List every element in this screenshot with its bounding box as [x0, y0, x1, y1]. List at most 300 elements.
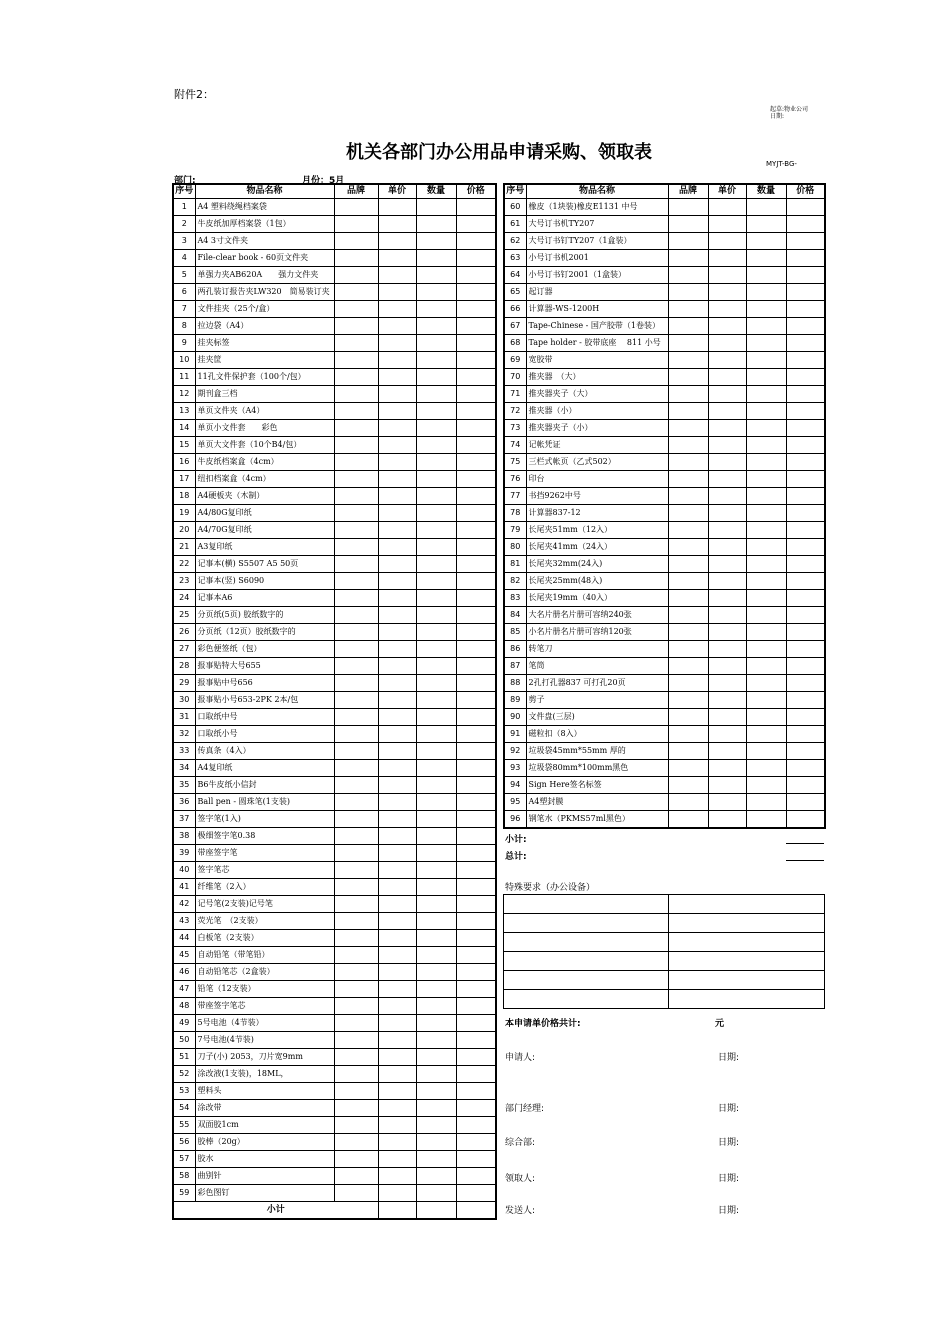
price-cell[interactable] [456, 216, 496, 233]
price-cell[interactable] [786, 233, 825, 250]
unit-price-cell[interactable] [378, 709, 416, 726]
brand-cell[interactable] [334, 454, 378, 471]
price-cell[interactable] [456, 964, 496, 981]
quantity-cell[interactable] [746, 641, 786, 658]
quantity-cell[interactable] [746, 743, 786, 760]
price-cell[interactable] [456, 1117, 496, 1134]
brand-cell[interactable] [334, 726, 378, 743]
price-cell[interactable] [456, 675, 496, 692]
brand-cell[interactable] [334, 743, 378, 760]
unit-price-cell[interactable] [378, 981, 416, 998]
unit-price-cell[interactable] [378, 1066, 416, 1083]
price-cell[interactable] [456, 913, 496, 930]
quantity-cell[interactable] [416, 845, 456, 862]
quantity-cell[interactable] [416, 556, 456, 573]
price-cell[interactable] [456, 539, 496, 556]
quantity-cell[interactable] [746, 301, 786, 318]
quantity-cell[interactable] [416, 896, 456, 913]
brand-cell[interactable] [334, 777, 378, 794]
unit-price-cell[interactable] [378, 284, 416, 301]
unit-price-cell[interactable] [378, 896, 416, 913]
brand-cell[interactable] [334, 1134, 378, 1151]
quantity-cell[interactable] [746, 386, 786, 403]
brand-cell[interactable] [334, 1049, 378, 1066]
brand-cell[interactable] [668, 607, 708, 624]
quantity-cell[interactable] [746, 335, 786, 352]
price-cell[interactable] [786, 352, 825, 369]
price-cell[interactable] [456, 1134, 496, 1151]
price-cell[interactable] [786, 437, 825, 454]
brand-cell[interactable] [334, 692, 378, 709]
quantity-cell[interactable] [416, 522, 456, 539]
brand-cell[interactable] [334, 369, 378, 386]
quantity-cell[interactable] [416, 590, 456, 607]
brand-cell[interactable] [334, 216, 378, 233]
brand-cell[interactable] [668, 590, 708, 607]
price-cell[interactable] [456, 369, 496, 386]
unit-price-cell[interactable] [708, 318, 746, 335]
brand-cell[interactable] [668, 777, 708, 794]
unit-price-cell[interactable] [378, 777, 416, 794]
quantity-cell[interactable] [416, 981, 456, 998]
price-cell[interactable] [786, 811, 825, 829]
price-cell[interactable] [456, 692, 496, 709]
brand-cell[interactable] [334, 1100, 378, 1117]
brand-cell[interactable] [668, 539, 708, 556]
quantity-cell[interactable] [746, 369, 786, 386]
special-cell[interactable] [504, 914, 669, 933]
price-cell[interactable] [456, 845, 496, 862]
unit-price-cell[interactable] [378, 267, 416, 284]
unit-price-cell[interactable] [378, 573, 416, 590]
brand-cell[interactable] [668, 709, 708, 726]
unit-price-cell[interactable] [378, 556, 416, 573]
unit-price-cell[interactable] [378, 879, 416, 896]
brand-cell[interactable] [334, 1117, 378, 1134]
quantity-cell[interactable] [416, 607, 456, 624]
unit-price-cell[interactable] [378, 318, 416, 335]
unit-price-cell[interactable] [708, 624, 746, 641]
brand-cell[interactable] [668, 658, 708, 675]
price-cell[interactable] [456, 403, 496, 420]
brand-cell[interactable] [334, 947, 378, 964]
unit-price-cell[interactable] [378, 1185, 416, 1202]
price-cell[interactable] [456, 437, 496, 454]
price-cell[interactable] [456, 981, 496, 998]
special-cell[interactable] [669, 933, 825, 952]
price-cell[interactable] [456, 250, 496, 267]
brand-cell[interactable] [668, 726, 708, 743]
brand-cell[interactable] [334, 505, 378, 522]
price-cell[interactable] [456, 709, 496, 726]
price-cell[interactable] [786, 573, 825, 590]
brand-cell[interactable] [668, 471, 708, 488]
special-cell[interactable] [669, 990, 825, 1009]
brand-cell[interactable] [334, 811, 378, 828]
quantity-cell[interactable] [746, 250, 786, 267]
brand-cell[interactable] [668, 284, 708, 301]
brand-cell[interactable] [334, 318, 378, 335]
quantity-cell[interactable] [416, 369, 456, 386]
brand-cell[interactable] [334, 913, 378, 930]
unit-price-cell[interactable] [378, 1168, 416, 1185]
quantity-cell[interactable] [746, 505, 786, 522]
unit-price-cell[interactable] [378, 369, 416, 386]
quantity-cell[interactable] [746, 233, 786, 250]
price-cell[interactable] [456, 1083, 496, 1100]
brand-cell[interactable] [334, 879, 378, 896]
price-cell[interactable] [786, 590, 825, 607]
brand-cell[interactable] [668, 505, 708, 522]
quantity-cell[interactable] [416, 437, 456, 454]
unit-price-cell[interactable] [378, 505, 416, 522]
price-cell[interactable] [456, 1015, 496, 1032]
quantity-cell[interactable] [746, 318, 786, 335]
special-cell[interactable] [504, 952, 669, 971]
quantity-cell[interactable] [416, 794, 456, 811]
brand-cell[interactable] [334, 1066, 378, 1083]
quantity-cell[interactable] [746, 777, 786, 794]
brand-cell[interactable] [668, 250, 708, 267]
quantity-cell[interactable] [746, 709, 786, 726]
brand-cell[interactable] [668, 488, 708, 505]
quantity-cell[interactable] [416, 267, 456, 284]
quantity-cell[interactable] [416, 284, 456, 301]
brand-cell[interactable] [334, 1015, 378, 1032]
brand-cell[interactable] [668, 199, 708, 216]
price-cell[interactable] [456, 267, 496, 284]
price-cell[interactable] [456, 862, 496, 879]
price-cell[interactable] [786, 386, 825, 403]
unit-price-cell[interactable] [378, 964, 416, 981]
brand-cell[interactable] [334, 284, 378, 301]
price-cell[interactable] [456, 1151, 496, 1168]
unit-price-cell[interactable] [708, 250, 746, 267]
unit-price-cell[interactable] [378, 1015, 416, 1032]
quantity-cell[interactable] [746, 471, 786, 488]
unit-price-cell[interactable] [378, 233, 416, 250]
price-cell[interactable] [786, 335, 825, 352]
unit-price-cell[interactable] [378, 947, 416, 964]
price-cell[interactable] [456, 318, 496, 335]
price-cell[interactable] [786, 760, 825, 777]
price-cell[interactable] [786, 522, 825, 539]
price-cell[interactable] [786, 675, 825, 692]
unit-price-cell[interactable] [708, 777, 746, 794]
quantity-cell[interactable] [416, 250, 456, 267]
quantity-cell[interactable] [416, 539, 456, 556]
price-cell[interactable] [786, 794, 825, 811]
quantity-cell[interactable] [746, 607, 786, 624]
unit-price-cell[interactable] [378, 998, 416, 1015]
unit-price-cell[interactable] [378, 845, 416, 862]
quantity-cell[interactable] [416, 1168, 456, 1185]
price-cell[interactable] [456, 352, 496, 369]
price-cell[interactable] [456, 1066, 496, 1083]
quantity-cell[interactable] [416, 675, 456, 692]
unit-price-cell[interactable] [708, 488, 746, 505]
brand-cell[interactable] [668, 675, 708, 692]
unit-price-cell[interactable] [708, 471, 746, 488]
quantity-cell[interactable] [746, 675, 786, 692]
unit-price-cell[interactable] [378, 488, 416, 505]
special-cell[interactable] [669, 971, 825, 990]
quantity-cell[interactable] [416, 641, 456, 658]
brand-cell[interactable] [668, 267, 708, 284]
unit-price-cell[interactable] [708, 386, 746, 403]
unit-price-cell[interactable] [378, 522, 416, 539]
price-cell[interactable] [456, 471, 496, 488]
brand-cell[interactable] [334, 709, 378, 726]
quantity-cell[interactable] [746, 267, 786, 284]
unit-price-cell[interactable] [378, 1151, 416, 1168]
price-cell[interactable] [456, 794, 496, 811]
quantity-cell[interactable] [416, 420, 456, 437]
unit-price-cell[interactable] [378, 539, 416, 556]
price-cell[interactable] [786, 743, 825, 760]
unit-price-cell[interactable] [708, 658, 746, 675]
unit-price-cell[interactable] [378, 1202, 416, 1220]
brand-cell[interactable] [334, 233, 378, 250]
brand-cell[interactable] [334, 641, 378, 658]
quantity-cell[interactable] [416, 471, 456, 488]
unit-price-cell[interactable] [708, 301, 746, 318]
brand-cell[interactable] [334, 199, 378, 216]
quantity-cell[interactable] [746, 726, 786, 743]
price-cell[interactable] [456, 998, 496, 1015]
quantity-cell[interactable] [416, 760, 456, 777]
brand-cell[interactable] [334, 828, 378, 845]
unit-price-cell[interactable] [708, 403, 746, 420]
unit-price-cell[interactable] [708, 335, 746, 352]
unit-price-cell[interactable] [378, 454, 416, 471]
price-cell[interactable] [456, 284, 496, 301]
brand-cell[interactable] [334, 471, 378, 488]
quantity-cell[interactable] [416, 692, 456, 709]
quantity-cell[interactable] [416, 1066, 456, 1083]
quantity-cell[interactable] [416, 930, 456, 947]
quantity-cell[interactable] [746, 692, 786, 709]
unit-price-cell[interactable] [708, 216, 746, 233]
brand-cell[interactable] [334, 403, 378, 420]
unit-price-cell[interactable] [708, 726, 746, 743]
price-cell[interactable] [456, 777, 496, 794]
brand-cell[interactable] [668, 335, 708, 352]
unit-price-cell[interactable] [708, 199, 746, 216]
unit-price-cell[interactable] [378, 1134, 416, 1151]
price-cell[interactable] [786, 284, 825, 301]
price-cell[interactable] [456, 930, 496, 947]
price-cell[interactable] [786, 250, 825, 267]
price-cell[interactable] [786, 624, 825, 641]
price-cell[interactable] [456, 301, 496, 318]
price-cell[interactable] [786, 505, 825, 522]
price-cell[interactable] [786, 556, 825, 573]
price-cell[interactable] [786, 692, 825, 709]
price-cell[interactable] [456, 1168, 496, 1185]
price-cell[interactable] [786, 471, 825, 488]
price-cell[interactable] [456, 420, 496, 437]
quantity-cell[interactable] [416, 624, 456, 641]
unit-price-cell[interactable] [378, 930, 416, 947]
quantity-cell[interactable] [416, 386, 456, 403]
unit-price-cell[interactable] [378, 726, 416, 743]
quantity-cell[interactable] [416, 1083, 456, 1100]
quantity-cell[interactable] [746, 658, 786, 675]
price-cell[interactable] [786, 199, 825, 216]
price-cell[interactable] [456, 590, 496, 607]
unit-price-cell[interactable] [378, 913, 416, 930]
unit-price-cell[interactable] [378, 658, 416, 675]
special-cell[interactable] [504, 933, 669, 952]
brand-cell[interactable] [334, 607, 378, 624]
quantity-cell[interactable] [416, 879, 456, 896]
price-cell[interactable] [786, 641, 825, 658]
quantity-cell[interactable] [416, 709, 456, 726]
price-cell[interactable] [456, 556, 496, 573]
price-cell[interactable] [456, 1032, 496, 1049]
quantity-cell[interactable] [416, 573, 456, 590]
quantity-cell[interactable] [416, 216, 456, 233]
brand-cell[interactable] [668, 403, 708, 420]
quantity-cell[interactable] [416, 726, 456, 743]
unit-price-cell[interactable] [378, 743, 416, 760]
unit-price-cell[interactable] [378, 794, 416, 811]
unit-price-cell[interactable] [378, 352, 416, 369]
brand-cell[interactable] [334, 267, 378, 284]
brand-cell[interactable] [668, 522, 708, 539]
price-cell[interactable] [456, 879, 496, 896]
price-cell[interactable] [786, 318, 825, 335]
brand-cell[interactable] [334, 352, 378, 369]
quantity-cell[interactable] [416, 301, 456, 318]
brand-cell[interactable] [668, 386, 708, 403]
unit-price-cell[interactable] [708, 607, 746, 624]
special-cell[interactable] [504, 971, 669, 990]
brand-cell[interactable] [334, 539, 378, 556]
quantity-cell[interactable] [746, 556, 786, 573]
quantity-cell[interactable] [416, 964, 456, 981]
quantity-cell[interactable] [416, 777, 456, 794]
brand-cell[interactable] [334, 624, 378, 641]
quantity-cell[interactable] [746, 522, 786, 539]
quantity-cell[interactable] [416, 403, 456, 420]
price-cell[interactable] [456, 624, 496, 641]
brand-cell[interactable] [334, 998, 378, 1015]
brand-cell[interactable] [334, 862, 378, 879]
brand-cell[interactable] [334, 896, 378, 913]
quantity-cell[interactable] [746, 760, 786, 777]
unit-price-cell[interactable] [378, 386, 416, 403]
brand-cell[interactable] [668, 369, 708, 386]
price-cell[interactable] [456, 1202, 496, 1220]
unit-price-cell[interactable] [708, 760, 746, 777]
quantity-cell[interactable] [416, 1185, 456, 1202]
quantity-cell[interactable] [416, 505, 456, 522]
brand-cell[interactable] [668, 692, 708, 709]
price-cell[interactable] [456, 522, 496, 539]
price-cell[interactable] [456, 1049, 496, 1066]
brand-cell[interactable] [334, 794, 378, 811]
quantity-cell[interactable] [746, 590, 786, 607]
quantity-cell[interactable] [416, 828, 456, 845]
unit-price-cell[interactable] [708, 743, 746, 760]
brand-cell[interactable] [668, 233, 708, 250]
brand-cell[interactable] [668, 743, 708, 760]
quantity-cell[interactable] [746, 352, 786, 369]
quantity-cell[interactable] [416, 743, 456, 760]
price-cell[interactable] [786, 301, 825, 318]
brand-cell[interactable] [334, 675, 378, 692]
brand-cell[interactable] [668, 624, 708, 641]
quantity-cell[interactable] [746, 539, 786, 556]
quantity-cell[interactable] [416, 352, 456, 369]
brand-cell[interactable] [334, 250, 378, 267]
quantity-cell[interactable] [416, 1100, 456, 1117]
price-cell[interactable] [786, 420, 825, 437]
price-cell[interactable] [456, 726, 496, 743]
unit-price-cell[interactable] [708, 267, 746, 284]
special-cell[interactable] [669, 895, 825, 914]
special-cell[interactable] [669, 914, 825, 933]
price-cell[interactable] [456, 1185, 496, 1202]
brand-cell[interactable] [334, 335, 378, 352]
brand-cell[interactable] [334, 522, 378, 539]
unit-price-cell[interactable] [708, 794, 746, 811]
brand-cell[interactable] [668, 216, 708, 233]
quantity-cell[interactable] [416, 1202, 456, 1220]
quantity-cell[interactable] [416, 1151, 456, 1168]
unit-price-cell[interactable] [378, 1032, 416, 1049]
quantity-cell[interactable] [416, 913, 456, 930]
unit-price-cell[interactable] [378, 862, 416, 879]
brand-cell[interactable] [334, 1032, 378, 1049]
quantity-cell[interactable] [416, 862, 456, 879]
unit-price-cell[interactable] [708, 539, 746, 556]
brand-cell[interactable] [334, 930, 378, 947]
brand-cell[interactable] [668, 760, 708, 777]
brand-cell[interactable] [668, 573, 708, 590]
unit-price-cell[interactable] [378, 1100, 416, 1117]
unit-price-cell[interactable] [378, 641, 416, 658]
price-cell[interactable] [456, 1100, 496, 1117]
unit-price-cell[interactable] [378, 420, 416, 437]
unit-price-cell[interactable] [708, 641, 746, 658]
quantity-cell[interactable] [416, 1117, 456, 1134]
brand-cell[interactable] [334, 437, 378, 454]
quantity-cell[interactable] [746, 488, 786, 505]
unit-price-cell[interactable] [378, 471, 416, 488]
quantity-cell[interactable] [746, 216, 786, 233]
brand-cell[interactable] [668, 556, 708, 573]
quantity-cell[interactable] [746, 420, 786, 437]
unit-price-cell[interactable] [708, 675, 746, 692]
quantity-cell[interactable] [746, 573, 786, 590]
brand-cell[interactable] [668, 420, 708, 437]
unit-price-cell[interactable] [378, 828, 416, 845]
price-cell[interactable] [786, 403, 825, 420]
price-cell[interactable] [456, 743, 496, 760]
price-cell[interactable] [456, 454, 496, 471]
price-cell[interactable] [456, 896, 496, 913]
brand-cell[interactable] [668, 811, 708, 829]
unit-price-cell[interactable] [708, 590, 746, 607]
price-cell[interactable] [786, 709, 825, 726]
price-cell[interactable] [786, 369, 825, 386]
quantity-cell[interactable] [416, 947, 456, 964]
quantity-cell[interactable] [746, 437, 786, 454]
unit-price-cell[interactable] [378, 216, 416, 233]
